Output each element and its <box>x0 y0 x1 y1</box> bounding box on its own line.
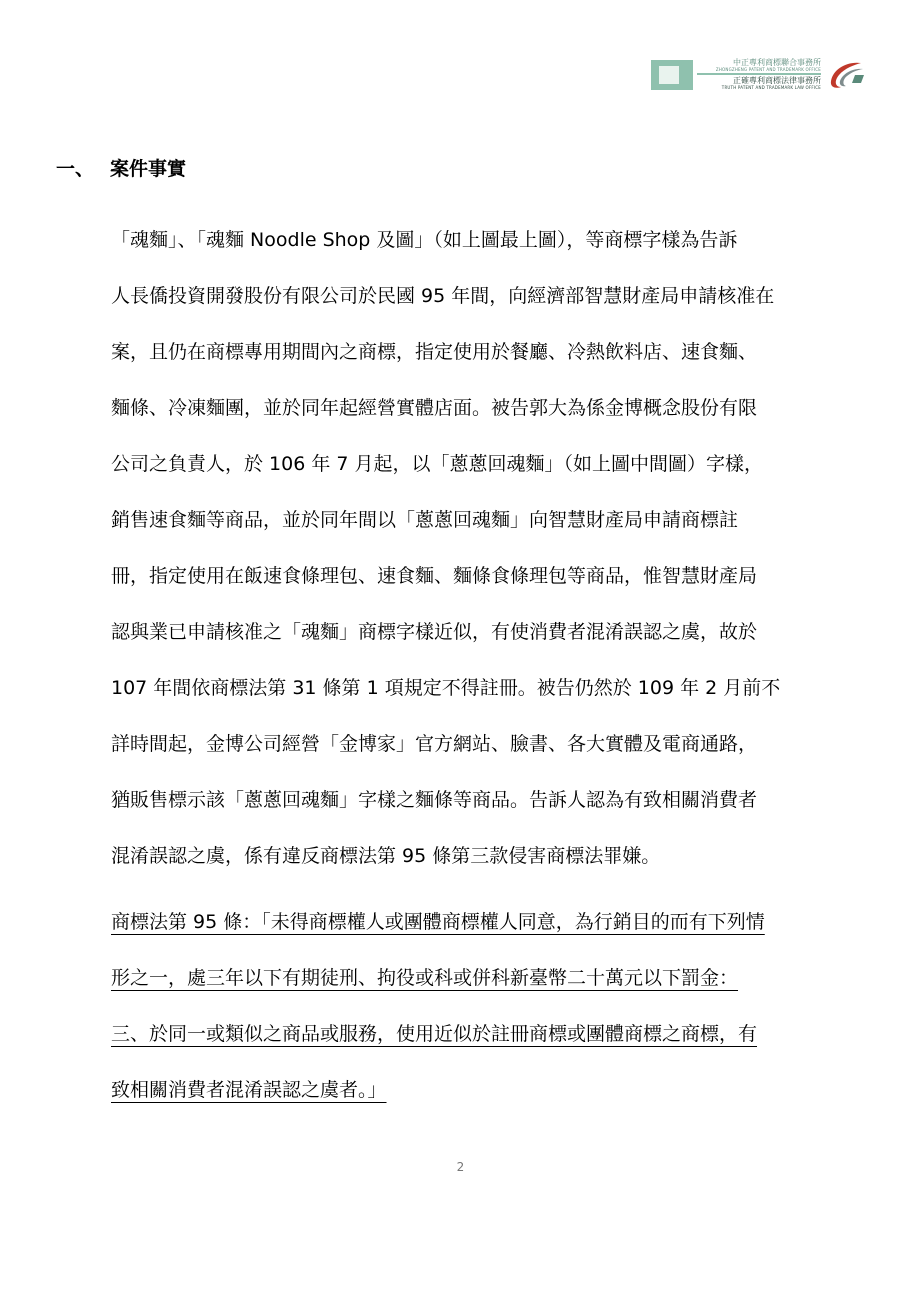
law-line: 致相關消費者混淆誤認之虞者。」 <box>111 1079 387 1101</box>
facts-line: 人長僑投資開發股份有限公司於民國 95 年間，向經濟部智慧財產局申請核准在 <box>111 285 775 307</box>
firm-logo <box>651 58 866 92</box>
law-line: 形之一，處三年以下有期徒刑、拘役或科或併科新臺幣二十萬元以下罰金： <box>111 967 739 989</box>
logo-name-2-en: TRUTH PATENT AND TRADEMARK LAW OFFICE <box>721 85 821 90</box>
section-heading <box>56 155 186 183</box>
facts-line: 銷售速食麵等商品，並於同年間以「蔥蔥回魂麵」向智慧財產局申請商標註 <box>111 509 739 531</box>
law-line: 商標法第 95 條：「未得商標權人或團體商標權人同意，為行銷目的而有下列情 <box>111 911 765 933</box>
logo-square-icon <box>651 60 693 90</box>
logo-text <box>697 58 821 92</box>
facts-line: 公司之負責人，於 106 年 7 月起，以「蔥蔥回魂麵」（如上圖中間圖）字樣， <box>111 453 764 475</box>
facts-line: 猶販售標示該「蔥蔥回魂麵」字樣之麵條等商品。告訴人認為有致相關消費者 <box>111 789 758 811</box>
swoosh-logo-icon <box>825 59 865 91</box>
facts-line: 詳時間起，金博公司經營「金博家」官方網站、臉書、各大實體及電商通路， <box>111 733 758 755</box>
facts-line: 混淆誤認之虞，係有違反商標法第 95 條第三款侵害商標法罪嫌。 <box>111 845 661 867</box>
facts-line: 「魂麵」、「魂麵 Noodle Shop 及圖」（如上圖最上圖），等商標字樣為告訴 <box>111 229 738 251</box>
facts-line: 麵條、冷凍麵團，並於同年起經營實體店面。被告郭大為係金博概念股份有限 <box>111 397 758 419</box>
facts-line: 認與業已申請核准之「魂麵」商標字樣近似，有使消費者混淆誤認之虞，故於 <box>111 621 758 643</box>
facts-line: 冊，指定使用在飯速食條理包、速食麵、麵條食條理包等商品，惟智慧財產局 <box>111 565 758 587</box>
page-number: 2 <box>456 1160 465 1174</box>
facts-line: 107 年間依商標法第 31 條第 1 項規定不得註冊。被告仍然於 109 年 2 月前不 <box>111 677 781 699</box>
logo-name-2: 正確專利商標法律事務所 <box>733 76 821 85</box>
section-title: 案件事實 <box>110 158 187 180</box>
facts-line: 案，且仍在商標專用期間內之商標，指定使用於餐廳、冷熱飲料店、速食麵、 <box>111 341 758 363</box>
section-number: 一、 <box>56 158 95 180</box>
logo-name-1-en: ZHONGZHENG PATENT AND TRADEMARK OFFICE <box>715 67 821 72</box>
law-line: 三、於同一或類似之商品或服務，使用近似於註冊商標或團體商標之商標，有 <box>111 1023 758 1045</box>
logo-name-1: 中正專利商標聯合事務所 <box>733 58 821 67</box>
